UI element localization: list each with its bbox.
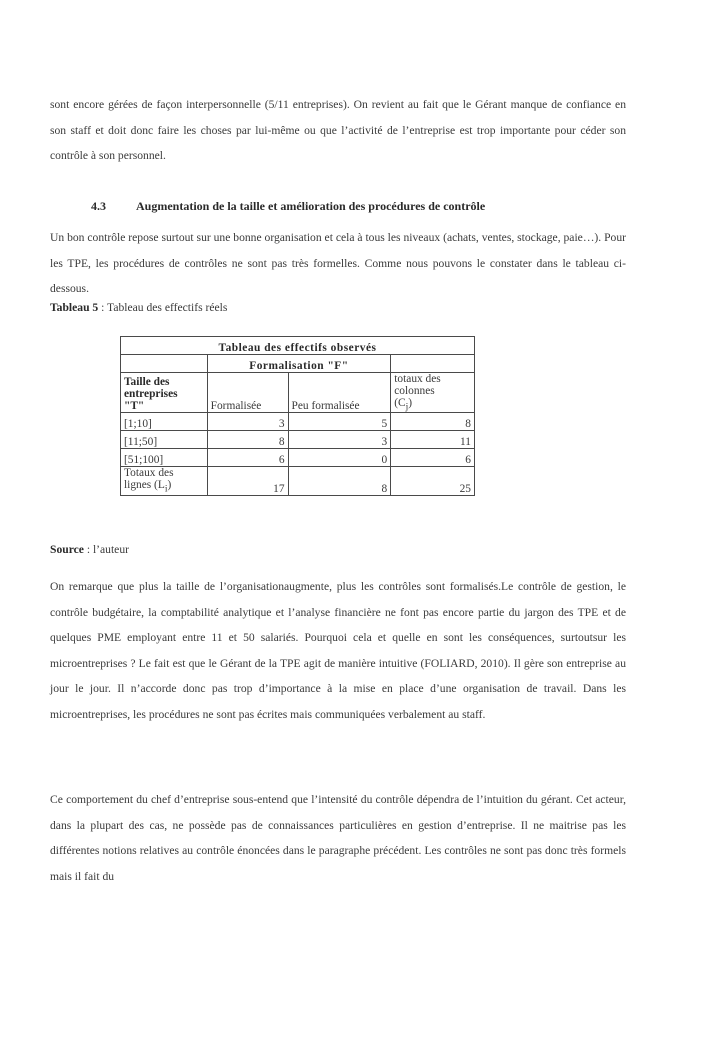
cell-formalisee: 3 — [207, 413, 288, 431]
col-formalisee-header: Formalisée — [207, 373, 288, 413]
effectifs-table — [120, 336, 475, 496]
paragraph-intro: sont encore gérées de façon interpersonnelle (5/11 entreprises). On revient au fait que le Gérant manque de confiance en son staff et doit donc faire les choses par lui-même ou que l’activité de l’entreprise est trop importante pour céder son contrôle à son personnel. — [50, 98, 626, 162]
table-caption-label: Tableau 5 — [50, 301, 99, 314]
size-header: Taille des entreprises "T" — [121, 373, 208, 413]
cell-peu-formalisee: 3 — [288, 431, 391, 449]
table-row — [121, 413, 475, 431]
table-totals-row — [121, 467, 475, 495]
cell-total: 6 — [391, 449, 475, 467]
col-totaux-header: totaux des colonnes $(C_j)$ — [391, 373, 475, 413]
row-label: [11;50] — [121, 431, 208, 449]
table-blank-cell — [391, 355, 475, 373]
table-row — [121, 449, 475, 467]
col-peu-formalisee-header: Peu formalisée — [288, 373, 391, 413]
row-label: [1;10] — [121, 413, 208, 431]
table-source — [50, 543, 129, 556]
table-row — [121, 431, 475, 449]
source-text: : l’auteur — [83, 543, 129, 556]
total-formalisee: 17 — [207, 467, 288, 495]
cell-total: 11 — [391, 431, 475, 449]
formalisation-header: Formalisation "F" — [207, 355, 391, 373]
cell-peu-formalisee: 0 — [288, 449, 391, 467]
table-caption — [50, 301, 227, 314]
row-label: [51;100] — [121, 449, 208, 467]
paragraph-analysis: On remarque que plus la taille de l’organisationaugmente, plus les contrôles sont formalisés.Le contrôle de gestion, le contrôle budgétaire, la comptabilité analytique et l’analyse financière ne font pas encore partie du jargon des TPE et de quelques PME employant entre 11 et 50 salariés. Pourquoi cela et quelle en sont les conséquences, surtoutsur les microentreprises ? Le fait est que le Gérant de la TPE agit de manière intuitive (FOLIARD, 2010). Il gère son entreprise au jour le jour. Il n’accorde donc pas trop d’importance à la mise en place d’une organisation de travail. Dans les microentreprises, les procédures ne sont pas écrites mais communiquées verbalement au staff. — [50, 580, 626, 721]
table-blank-cell — [121, 355, 208, 373]
grand-total: 25 — [391, 467, 475, 495]
source-label: Source — [50, 543, 84, 556]
section-number: 4.3 — [91, 199, 106, 213]
totals-row-label: Totaux des lignes $(L_i)$ — [121, 467, 208, 495]
cell-formalisee: 6 — [207, 449, 288, 467]
section-heading — [91, 199, 631, 214]
paragraph-organisation: Un bon contrôle repose surtout sur une bonne organisation et cela à tous les niveaux (achats, ventes, stockage, paie…). Pour les TPE, les procédures de contrôles ne sont pas très formelles. Comme nous pouvons le constater dans le tableau ci-dessous. — [50, 231, 626, 295]
section-title: Augmentation de la taille et amélioration des procédures de contrôle — [136, 199, 486, 213]
cell-total: 8 — [391, 413, 475, 431]
total-peu-formalisee: 8 — [288, 467, 391, 495]
table-caption-text: : Tableau des effectifs réels — [98, 301, 228, 314]
paragraph-behaviour: Ce comportement du chef d’entreprise sous-entend que l’intensité du contrôle dépendra de l’intuition du gérant. Cet acteur, dans la plupart des cas, ne possède pas de connaissances particulières en gestion d’entreprise. Il ne maitrise pas les différentes notions relatives au contrôle énoncées dans le paragraphe précédent. Les contrôles ne sont pas donc très formels mais il fait du — [50, 793, 626, 883]
cell-formalisee: 8 — [207, 431, 288, 449]
cell-peu-formalisee: 5 — [288, 413, 391, 431]
table-title: Tableau des effectifs observés — [121, 337, 475, 355]
